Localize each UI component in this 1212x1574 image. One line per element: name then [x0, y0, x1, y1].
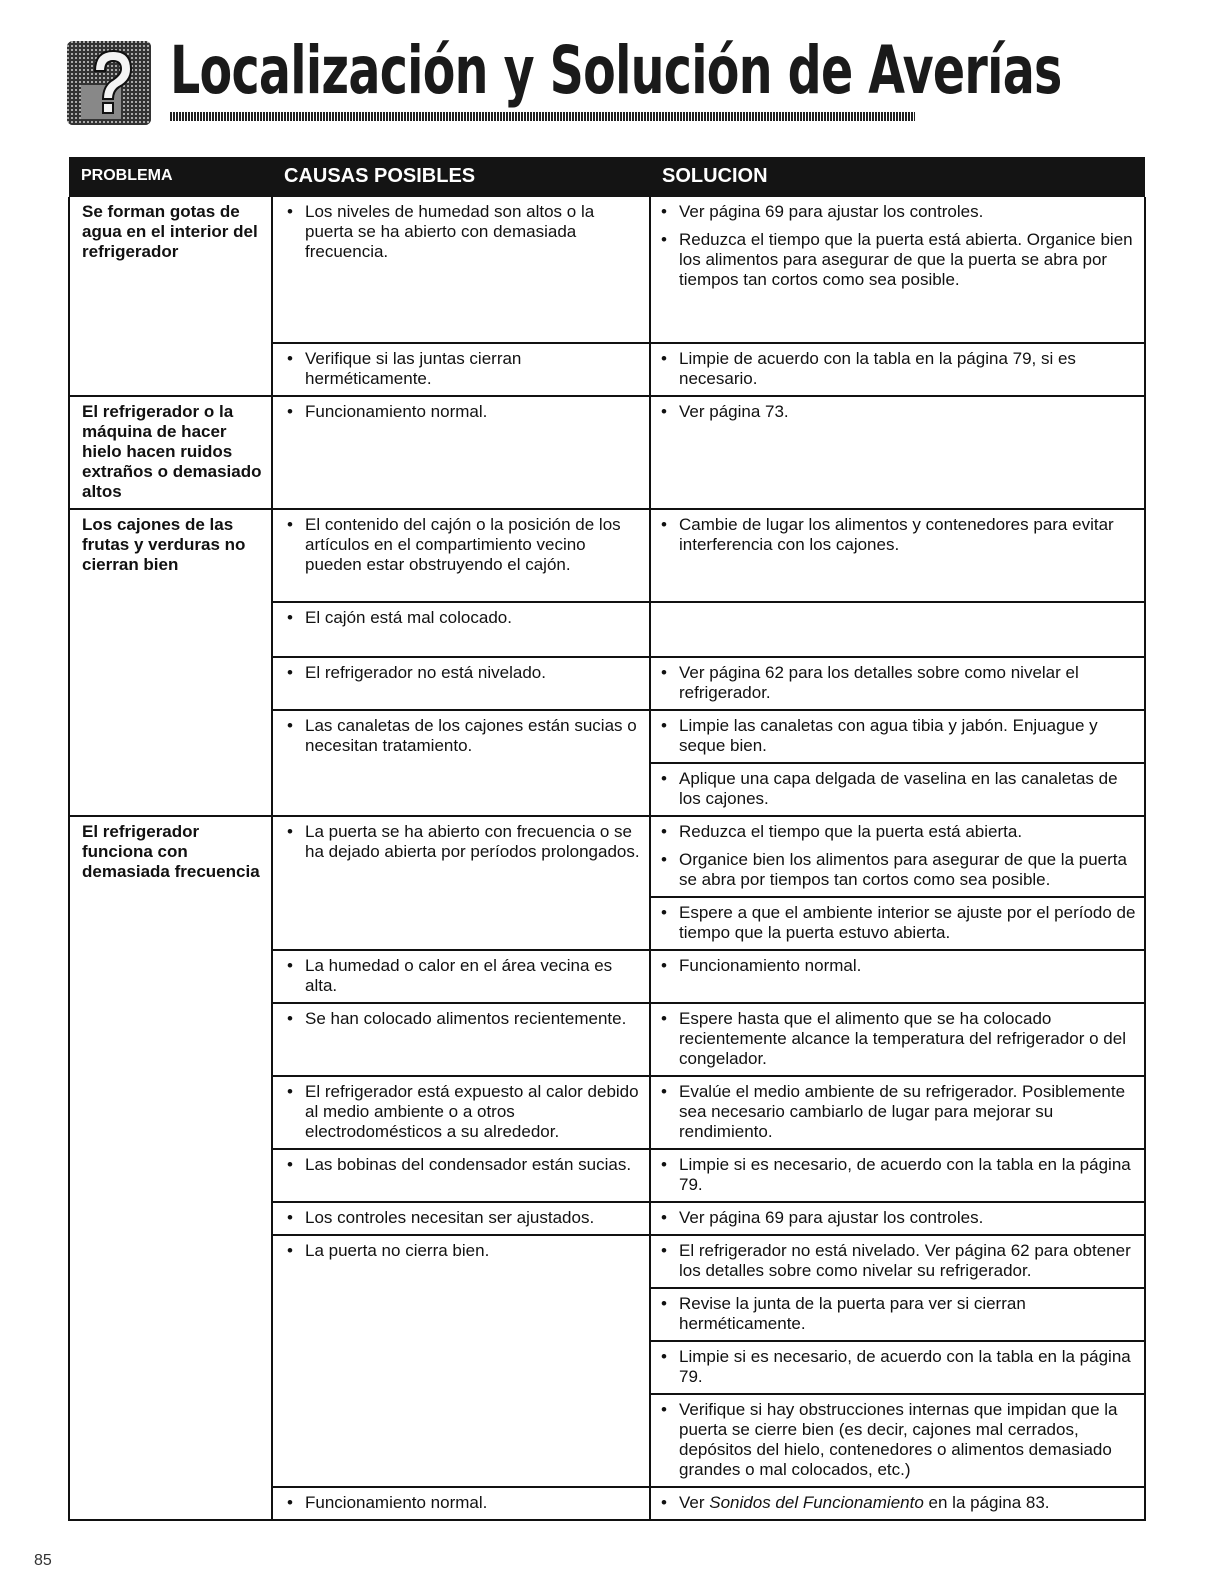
- page-title: Localización y Solución de Averías: [170, 32, 1062, 109]
- table-row: [69, 509, 1145, 602]
- solution-text: Reduzca el tiempo que la puerta está abierta. Organice bien los alimentos para asegurar de que la puerta se abra por tiempos tan cortos como sea posible.: [679, 230, 1133, 289]
- cause-cell: • La puerta no cierra bien.: [272, 1235, 650, 1487]
- solution-cell: • Limpie de acuerdo con la tabla en la página 79, si es necesario.: [650, 343, 1145, 396]
- solution-cell: • Limpie si es necesario, de acuerdo con la tabla en la página 79.: [650, 1341, 1145, 1394]
- column-header-problem: PROBLEMA: [69, 157, 272, 197]
- problem-cell: El refrigerador funciona con demasiada frecuencia: [69, 816, 272, 1520]
- cause-text: Funcionamiento normal.: [305, 1493, 488, 1512]
- solution-cell: • Ver página 62 para los detalles sobre como nivelar el refrigerador.: [650, 657, 1145, 710]
- problem-cell: Se forman gotas de agua en el interior del refrigerador: [69, 197, 272, 396]
- cause-text: Los controles necesitan ser ajustados.: [305, 1208, 595, 1227]
- cause-text: Las bobinas del condensador están sucias.: [305, 1155, 632, 1174]
- solution-cell: • Cambie de lugar los alimentos y contenedores para evitar interferencia con los cajones.: [650, 509, 1145, 602]
- cause-text: Funcionamiento normal.: [305, 402, 488, 421]
- solution-text: Espere a que el ambiente interior se ajuste por el período de tiempo que la puerta estuvo abierta.: [679, 903, 1136, 942]
- cause-cell: • Los controles necesitan ser ajustados.: [272, 1202, 650, 1235]
- solution-text: Reduzca el tiempo que la puerta está abierta.: [679, 822, 1023, 841]
- cause-cell: • Se han colocado alimentos recientemente.: [272, 1003, 650, 1076]
- solution-text: Limpie si es necesario, de acuerdo con la tabla en la página 79.: [679, 1155, 1131, 1194]
- solution-cell: • Espere hasta que el alimento que se ha colocado recientemente alcance la temperatura del refrigerador o del congelador.: [650, 1003, 1145, 1076]
- solution-text: Ver página 69 para ajustar los controles.: [679, 1208, 984, 1227]
- cause-cell: • Funcionamiento normal.: [272, 1487, 650, 1520]
- solution-cell: • Verifique si hay obstrucciones internas que impidan que la puerta se cierre bien (es decir, cajones mal cerrados, depósitos del hielo, contenedores o alimentos demasiado grandes o mal colocados, etc.): [650, 1394, 1145, 1487]
- cause-text: Se han colocado alimentos recientemente.: [305, 1009, 627, 1028]
- solution-cell: • Funcionamiento normal.: [650, 950, 1145, 1003]
- cause-cell: • El refrigerador no está nivelado.: [272, 657, 650, 710]
- cause-cell: • Las bobinas del condensador están sucias.: [272, 1149, 650, 1202]
- solution-cell: • Limpie las canaletas con agua tibia y jabón. Enjuague y seque bien.: [650, 710, 1145, 763]
- column-header-solution: SOLUCION: [650, 157, 1145, 197]
- solution-text: Organice bien los alimentos para asegurar de que la puerta se abra por tiempos tan cortos como sea posible.: [679, 850, 1127, 889]
- cause-cell: • Funcionamiento normal.: [272, 396, 650, 509]
- cause-cell: • El cajón está mal colocado.: [272, 602, 650, 657]
- solution-text: Limpie si es necesario, de acuerdo con la tabla en la página 79.: [679, 1347, 1131, 1386]
- page-number: 85: [34, 1552, 52, 1569]
- troubleshooting-table: [68, 157, 1146, 1521]
- solution-text: Cambie de lugar los alimentos y contenedores para evitar interferencia con los cajones.: [679, 515, 1114, 554]
- solution-cell: • Aplique una capa delgada de vaselina en las canaletas de los cajones.: [650, 763, 1145, 816]
- solution-cell: [650, 602, 1145, 657]
- solution-cell: • Reduzca el tiempo que la puerta está abierta. • Organice bien los alimentos para asegurar de que la puerta se abra por tiempos tan cortos como sea posible.: [650, 816, 1145, 897]
- column-header-causes: CAUSAS POSIBLES: [272, 157, 650, 197]
- solution-text: Ver Sonidos del Funcionamiento en la página 83.: [679, 1493, 1050, 1512]
- solution-text: Verifique si hay obstrucciones internas que impidan que la puerta se cierre bien (es decir, cajones mal cerrados, depósitos del hielo, contenedores o alimentos demasiado grandes o mal colocados, etc.): [679, 1400, 1118, 1479]
- solution-cell: • Espere a que el ambiente interior se ajuste por el período de tiempo que la puerta estuvo abierta.: [650, 897, 1145, 950]
- cause-text: El cajón está mal colocado.: [305, 608, 512, 627]
- cause-cell: • El refrigerador está expuesto al calor debido al medio ambiente o a otros electrodomésticos a su alrededor.: [272, 1076, 650, 1149]
- solution-text: Ver página 69 para ajustar los controles.: [679, 202, 984, 221]
- solution-text: El refrigerador no está nivelado. Ver página 62 para obtener los detalles sobre como nivelar su refrigerador.: [679, 1241, 1131, 1280]
- solution-cell: • Ver página 69 para ajustar los controles.: [650, 1202, 1145, 1235]
- cause-text: Los niveles de humedad son altos o la puerta se ha abierto con demasiada frecuencia.: [305, 202, 595, 261]
- problem-cell: El refrigerador o la máquina de hacer hielo hacen ruidos extraños o demasiado altos: [69, 396, 272, 509]
- solution-text: Funcionamiento normal.: [679, 956, 862, 975]
- solution-text: Limpie de acuerdo con la tabla en la página 79, si es necesario.: [679, 349, 1076, 388]
- cause-text: El refrigerador no está nivelado.: [305, 663, 546, 682]
- title-underline: [170, 112, 915, 121]
- table-header-row: [69, 157, 1145, 197]
- cause-text: Las canaletas de los cajones están sucias o necesitan tratamiento.: [305, 716, 637, 755]
- cause-cell: • Verifique si las juntas cierran herméticamente.: [272, 343, 650, 396]
- solution-text: Evalúe el medio ambiente de su refrigerador. Posiblemente sea necesario cambiarlo de lugar para mejorar su rendimiento.: [679, 1082, 1126, 1141]
- solution-cell: • Limpie si es necesario, de acuerdo con la tabla en la página 79.: [650, 1149, 1145, 1202]
- cause-text: La puerta no cierra bien.: [305, 1241, 490, 1260]
- solution-cell: • Evalúe el medio ambiente de su refrigerador. Posiblemente sea necesario cambiarlo de lugar para mejorar su rendimiento.: [650, 1076, 1145, 1149]
- solution-cell: • Ver Sonidos del Funcionamiento en la página 83.: [650, 1487, 1145, 1520]
- solution-text: Revise la junta de la puerta para ver si cierran herméticamente.: [679, 1294, 1026, 1333]
- cause-text: El contenido del cajón o la posición de los artículos en el compartimiento vecino pueden estar obstruyendo el cajón.: [305, 515, 621, 574]
- table-row: [69, 396, 1145, 509]
- cause-cell: • La puerta se ha abierto con frecuencia o se ha dejado abierta por períodos prolongados.: [272, 816, 650, 950]
- cause-text: La humedad o calor en el área vecina es alta.: [305, 956, 613, 995]
- cause-text: La puerta se ha abierto con frecuencia o se ha dejado abierta por períodos prolongados.: [305, 822, 640, 861]
- cause-cell: • La humedad o calor en el área vecina es alta.: [272, 950, 650, 1003]
- solution-cell: • Ver página 69 para ajustar los controles. • Reduzca el tiempo que la puerta está abierta. Organice bien los alimentos para asegurar de que la puerta se abra por tiempos tan cortos como sea posible.: [650, 197, 1145, 343]
- cause-cell: • Los niveles de humedad son altos o la puerta se ha abierto con demasiada frecuencia.: [272, 197, 650, 343]
- cause-cell: • El contenido del cajón o la posición de los artículos en el compartimiento vecino pueden estar obstruyendo el cajón.: [272, 509, 650, 602]
- table-row: [69, 816, 1145, 897]
- solution-text: Espere hasta que el alimento que se ha colocado recientemente alcance la temperatura del refrigerador o del congelador.: [679, 1009, 1126, 1068]
- solution-text: Aplique una capa delgada de vaselina en las canaletas de los cajones.: [679, 769, 1118, 808]
- solution-text: Ver página 62 para los detalles sobre como nivelar el refrigerador.: [679, 663, 1079, 702]
- cause-text: Verifique si las juntas cierran herméticamente.: [305, 349, 522, 388]
- solution-cell: • Ver página 73.: [650, 396, 1145, 509]
- solution-cell: • El refrigerador no está nivelado. Ver página 62 para obtener los detalles sobre como nivelar su refrigerador.: [650, 1235, 1145, 1288]
- table-row: [69, 197, 1145, 343]
- solution-cell: • Revise la junta de la puerta para ver si cierran herméticamente.: [650, 1288, 1145, 1341]
- solution-text: Limpie las canaletas con agua tibia y jabón. Enjuague y seque bien.: [679, 716, 1098, 755]
- question-mark-icon: [67, 41, 151, 125]
- cause-cell: • Las canaletas de los cajones están sucias o necesitan tratamiento.: [272, 710, 650, 816]
- solution-text: Ver página 73.: [679, 402, 789, 421]
- problem-cell: Los cajones de las frutas y verduras no cierran bien: [69, 509, 272, 816]
- cause-text: El refrigerador está expuesto al calor debido al medio ambiente o a otros electrodomésticos a su alrededor.: [305, 1082, 639, 1141]
